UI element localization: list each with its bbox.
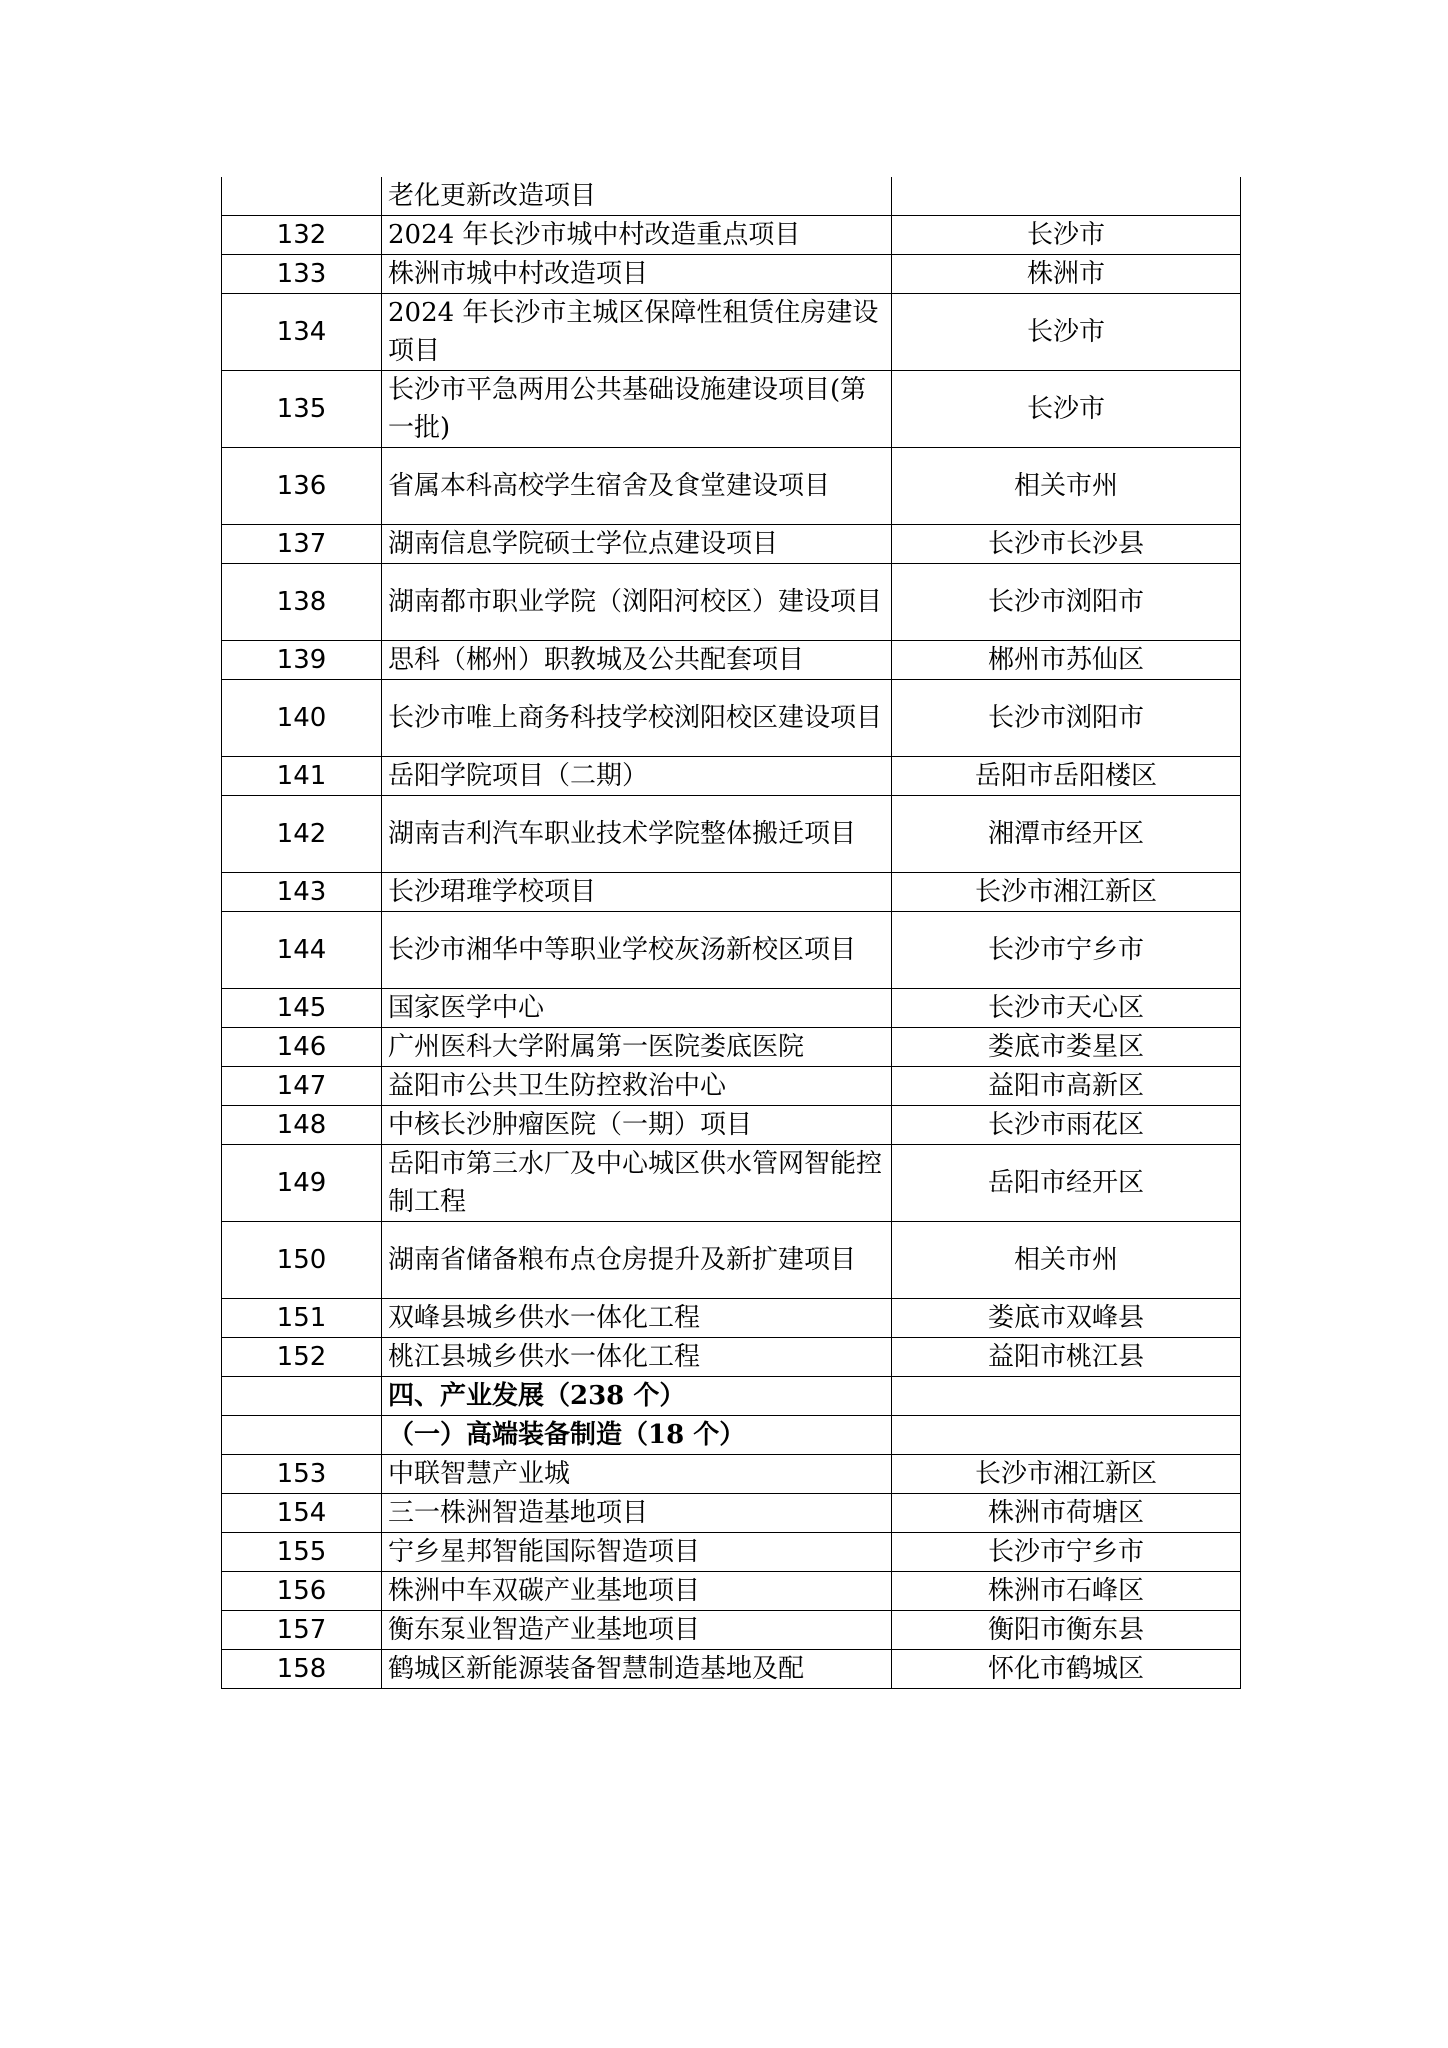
- row-number: 145: [222, 989, 382, 1028]
- project-name: 岳阳学院项目（二期）: [382, 757, 892, 796]
- project-name: 宁乡星邦智能国际智造项目: [382, 1533, 892, 1572]
- project-location: 长沙市宁乡市: [892, 912, 1241, 989]
- project-name: 思科（郴州）职教城及公共配套项目: [382, 641, 892, 680]
- project-name: 长沙珺琟学校项目: [382, 873, 892, 912]
- table-row: [222, 525, 1241, 564]
- project-location: 长沙市浏阳市: [892, 680, 1241, 757]
- project-table: [221, 177, 1241, 1689]
- project-location: 株洲市荷塘区: [892, 1494, 1241, 1533]
- table-row: [222, 1028, 1241, 1067]
- project-name: 省属本科高校学生宿舍及食堂建设项目: [382, 448, 892, 525]
- project-name: 鹤城区新能源装备智慧制造基地及配: [382, 1650, 892, 1689]
- project-name: 中联智慧产业城: [382, 1455, 892, 1494]
- row-number: 138: [222, 564, 382, 641]
- table-row: [222, 1494, 1241, 1533]
- table-row: [222, 796, 1241, 873]
- row-number: 155: [222, 1533, 382, 1572]
- project-location: 相关市州: [892, 448, 1241, 525]
- project-location: 益阳市桃江县: [892, 1338, 1241, 1377]
- project-location: 长沙市: [892, 371, 1241, 448]
- project-location: 长沙市宁乡市: [892, 1533, 1241, 1572]
- subsection-heading-location: [892, 1416, 1241, 1455]
- project-location: 株洲市: [892, 255, 1241, 294]
- table-row: [222, 255, 1241, 294]
- project-location: 相关市州: [892, 1222, 1241, 1299]
- project-name: 长沙市唯上商务科技学校浏阳校区建设项目: [382, 680, 892, 757]
- table-row: [222, 1338, 1241, 1377]
- table-row: [222, 680, 1241, 757]
- project-location: 长沙市雨花区: [892, 1106, 1241, 1145]
- table-row: [222, 177, 1241, 216]
- project-location: 长沙市浏阳市: [892, 564, 1241, 641]
- section-heading-number: [222, 1377, 382, 1416]
- row-number: 143: [222, 873, 382, 912]
- project-location: 衡阳市衡东县: [892, 1611, 1241, 1650]
- row-number: 158: [222, 1650, 382, 1689]
- project-name: 衡东泵业智造产业基地项目: [382, 1611, 892, 1650]
- row-number: 149: [222, 1145, 382, 1222]
- project-name: 2024 年长沙市主城区保障性租赁住房建设项目: [382, 294, 892, 371]
- row-number: 147: [222, 1067, 382, 1106]
- table-row: [222, 1067, 1241, 1106]
- row-number: 154: [222, 1494, 382, 1533]
- project-name: 株洲中车双碳产业基地项目: [382, 1572, 892, 1611]
- project-location: 长沙市长沙县: [892, 525, 1241, 564]
- project-location: 长沙市湘江新区: [892, 1455, 1241, 1494]
- project-location: 岳阳市岳阳楼区: [892, 757, 1241, 796]
- project-name: 广州医科大学附属第一医院娄底医院: [382, 1028, 892, 1067]
- subsection-heading: （一）高端装备制造（18 个）: [382, 1416, 892, 1455]
- project-name: 湖南都市职业学院（浏阳河校区）建设项目: [382, 564, 892, 641]
- project-location: 益阳市高新区: [892, 1067, 1241, 1106]
- row-number: 135: [222, 371, 382, 448]
- subsection-heading-number: [222, 1416, 382, 1455]
- table-row: [222, 1650, 1241, 1689]
- table-row: [222, 1611, 1241, 1650]
- table-row: [222, 1455, 1241, 1494]
- section-heading-location: [892, 1377, 1241, 1416]
- row-number: 144: [222, 912, 382, 989]
- project-name: 湖南吉利汽车职业技术学院整体搬迁项目: [382, 796, 892, 873]
- row-number: 150: [222, 1222, 382, 1299]
- project-name: 桃江县城乡供水一体化工程: [382, 1338, 892, 1377]
- row-number: 157: [222, 1611, 382, 1650]
- table-row: [222, 1106, 1241, 1145]
- project-location: 娄底市双峰县: [892, 1299, 1241, 1338]
- row-number: 137: [222, 525, 382, 564]
- project-name: 岳阳市第三水厂及中心城区供水管网智能控制工程: [382, 1145, 892, 1222]
- project-name: 中核长沙肿瘤医院（一期）项目: [382, 1106, 892, 1145]
- row-number: 139: [222, 641, 382, 680]
- table-row: [222, 216, 1241, 255]
- table-row: [222, 1145, 1241, 1222]
- project-name: 湖南信息学院硕士学位点建设项目: [382, 525, 892, 564]
- project-location: 长沙市湘江新区: [892, 873, 1241, 912]
- project-location: 长沙市: [892, 216, 1241, 255]
- project-name: 2024 年长沙市城中村改造重点项目: [382, 216, 892, 255]
- row-number: 140: [222, 680, 382, 757]
- row-number: 151: [222, 1299, 382, 1338]
- table-row: [222, 564, 1241, 641]
- row-number: 134: [222, 294, 382, 371]
- project-location: 娄底市娄星区: [892, 1028, 1241, 1067]
- row-number: 153: [222, 1455, 382, 1494]
- table-row: [222, 989, 1241, 1028]
- table-row: [222, 1572, 1241, 1611]
- table-row: [222, 1299, 1241, 1338]
- subsection-heading-row: [222, 1416, 1241, 1455]
- row-number: 132: [222, 216, 382, 255]
- project-name: 三一株洲智造基地项目: [382, 1494, 892, 1533]
- section-heading: 四、产业发展（238 个）: [382, 1377, 892, 1416]
- project-name: 双峰县城乡供水一体化工程: [382, 1299, 892, 1338]
- project-name: 国家医学中心: [382, 989, 892, 1028]
- project-location: 怀化市鹤城区: [892, 1650, 1241, 1689]
- project-location: 长沙市天心区: [892, 989, 1241, 1028]
- row-number: 148: [222, 1106, 382, 1145]
- project-name: 株洲市城中村改造项目: [382, 255, 892, 294]
- project-location: 郴州市苏仙区: [892, 641, 1241, 680]
- table-row: [222, 912, 1241, 989]
- project-location: 长沙市: [892, 294, 1241, 371]
- row-number: 146: [222, 1028, 382, 1067]
- project-name: 益阳市公共卫生防控救治中心: [382, 1067, 892, 1106]
- row-number: [222, 177, 382, 216]
- row-number: 156: [222, 1572, 382, 1611]
- project-location: 湘潭市经开区: [892, 796, 1241, 873]
- row-number: 141: [222, 757, 382, 796]
- project-name: 老化更新改造项目: [382, 177, 892, 216]
- project-location: [892, 177, 1241, 216]
- table-row: [222, 448, 1241, 525]
- table-row: [222, 294, 1241, 371]
- row-number: 142: [222, 796, 382, 873]
- table-row: [222, 1222, 1241, 1299]
- project-name: 湖南省储备粮布点仓房提升及新扩建项目: [382, 1222, 892, 1299]
- row-number: 136: [222, 448, 382, 525]
- table-row: [222, 873, 1241, 912]
- project-name: 长沙市平急两用公共基础设施建设项目(第一批): [382, 371, 892, 448]
- row-number: 152: [222, 1338, 382, 1377]
- row-number: 133: [222, 255, 382, 294]
- project-location: 株洲市石峰区: [892, 1572, 1241, 1611]
- table-row: [222, 371, 1241, 448]
- project-name: 长沙市湘华中等职业学校灰汤新校区项目: [382, 912, 892, 989]
- table-row: [222, 757, 1241, 796]
- table-row: [222, 641, 1241, 680]
- project-location: 岳阳市经开区: [892, 1145, 1241, 1222]
- table-row: [222, 1533, 1241, 1572]
- section-heading-row: [222, 1377, 1241, 1416]
